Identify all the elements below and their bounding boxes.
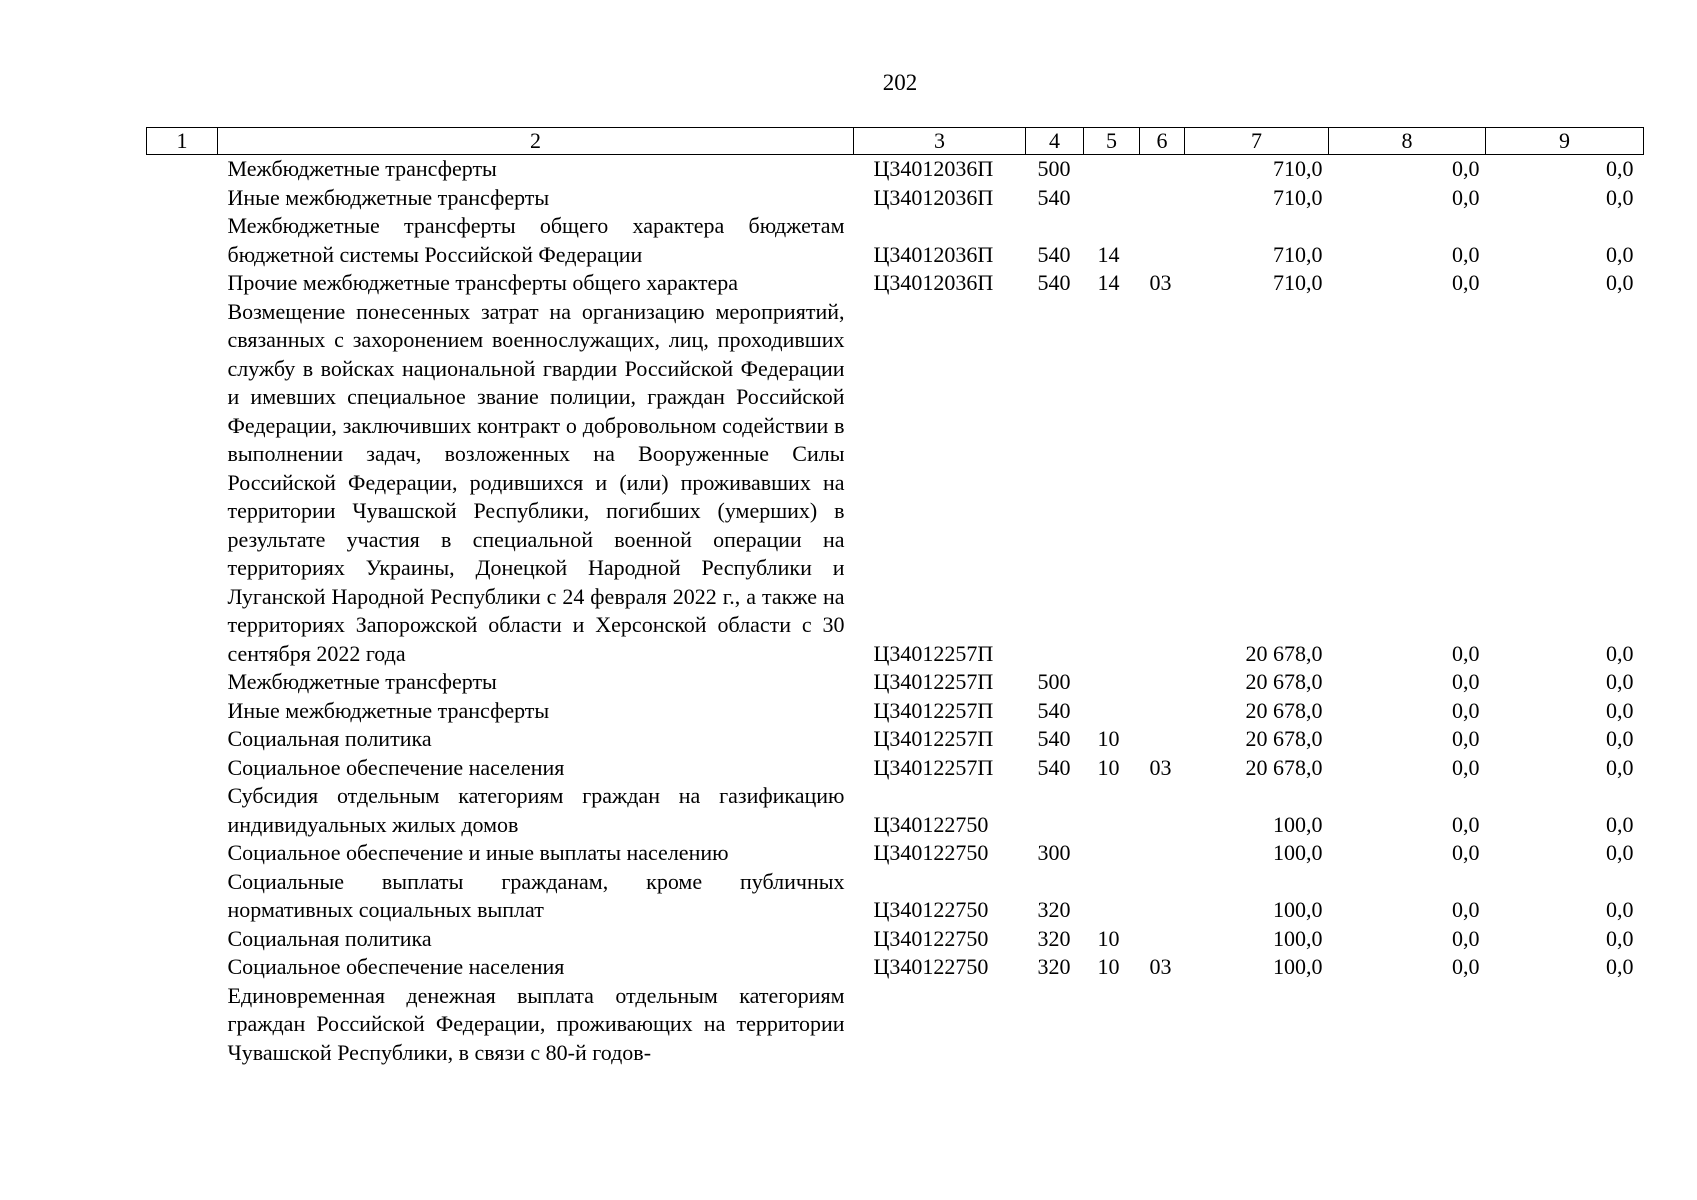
section-code (1084, 184, 1140, 213)
amount-col-7: 20 678,0 (1245, 697, 1323, 723)
amount-col-7: 710,0 (1273, 241, 1323, 267)
cell-col-1 (147, 925, 218, 954)
section-code (1084, 868, 1140, 925)
target-code (854, 982, 1026, 1068)
amount-col-7: 710,0 (1273, 270, 1323, 295)
cell-col-1 (147, 839, 218, 868)
amount-col-9: 0,0 (1606, 811, 1634, 837)
amount-col-8: 0,0 (1452, 241, 1480, 267)
table-row (147, 155, 1644, 184)
amount-col-7: 100,0 (1273, 954, 1323, 979)
amount-col-8: 0,0 (1452, 811, 1480, 837)
amount-col-7: 20 678,0 (1245, 754, 1323, 780)
section-code (1084, 782, 1140, 839)
subsection-code (1140, 155, 1185, 184)
target-code: Ц340122750 (873, 897, 989, 922)
amount-col-8: 0,0 (1452, 897, 1480, 922)
section-code (1084, 839, 1140, 868)
target-code: Ц34012036П (873, 184, 994, 210)
cell-col-1 (147, 697, 218, 726)
page-number: 202 (882, 70, 918, 95)
expense-name: Межбюджетные трансферты общего характера бюджетам бюджетной системы Российской Федерации (227, 213, 845, 267)
amount-col-9 (1486, 982, 1644, 1068)
table-row (147, 953, 1644, 982)
target-code: Ц34012257П (873, 726, 994, 751)
table-body (147, 155, 1644, 1068)
target-code: Ц34012036П (873, 156, 994, 181)
header-col-1: 1 (147, 128, 218, 155)
amount-col-7: 20 678,0 (1245, 640, 1323, 666)
section-code: 10 (1097, 925, 1120, 951)
subsection-code: 03 (1149, 954, 1172, 979)
amount-col-9: 0,0 (1606, 241, 1634, 267)
header-col-6: 6 (1140, 128, 1185, 155)
target-code: Ц340122750 (873, 840, 989, 865)
subsection-code (1140, 868, 1185, 925)
expense-type-code: 540 (1037, 754, 1071, 780)
target-code: Ц34012257П (873, 640, 994, 666)
amount-col-9: 0,0 (1606, 840, 1634, 865)
table-row (147, 697, 1644, 726)
budget-table (146, 127, 1644, 1067)
cell-col-1 (147, 184, 218, 213)
amount-col-8: 0,0 (1452, 754, 1480, 780)
subsection-code (1140, 839, 1185, 868)
section-code (1084, 155, 1140, 184)
subsection-code: 03 (1149, 270, 1172, 295)
expense-name: Иные межбюджетные трансферты (227, 184, 550, 210)
amount-col-8: 0,0 (1452, 840, 1480, 865)
amount-col-7 (1185, 982, 1329, 1068)
expense-type-code: 540 (1037, 270, 1071, 295)
expense-type-code: 540 (1037, 184, 1071, 210)
cell-col-1 (147, 298, 218, 669)
amount-col-8: 0,0 (1452, 156, 1480, 181)
expense-name: Социальное обеспечение населения (227, 754, 565, 780)
target-code: Ц34012257П (873, 754, 994, 780)
target-code: Ц34012036П (873, 241, 994, 267)
expense-name: Межбюджетные трансферты (227, 669, 497, 694)
subsection-code (1140, 298, 1185, 669)
cell-col-1 (147, 782, 218, 839)
subsection-code (1140, 782, 1185, 839)
table-row (147, 668, 1644, 697)
subsection-code (1140, 212, 1185, 269)
target-code: Ц34012036П (873, 270, 994, 295)
amount-col-8: 0,0 (1452, 669, 1480, 694)
amount-col-9: 0,0 (1606, 726, 1634, 751)
table-row (147, 868, 1644, 925)
section-code (1084, 982, 1140, 1068)
header-col-8: 8 (1329, 128, 1486, 155)
expense-name: Субсидия отдельным категориям граждан на газификацию индивидуальных жилых домов (227, 783, 845, 837)
cell-col-1 (147, 754, 218, 783)
target-code: Ц340122750 (873, 925, 989, 951)
cell-col-1 (147, 269, 218, 298)
amount-col-8: 0,0 (1452, 925, 1480, 951)
amount-col-7: 100,0 (1273, 897, 1323, 922)
expense-name: Социальное обеспечение и иные выплаты населению (227, 840, 729, 865)
expense-type-code (1026, 982, 1084, 1068)
expense-name: Возмещение понесенных затрат на организацию мероприятий, связанных с захоронением военнослужащих, лиц, проходивших службу в войсках национальной гвардии Российской Федерации и имевших специальное звание полиции, граждан Российской Федерации, заключивших контракт о добровольном содействии в выполнении задач, возложенных на Вооруженные Силы Российской Федерации, родившихся и (или) проживавших на территории Чувашской Республики, погибших (умерших) в результате участия в специальной военной операции на территориях Украины, Донецкой Народной Республики и Луганской Народной Республики с 24 февраля 2022 г., а также на территориях Запорожской области и Херсонской области с 30 сентября 2022 года (227, 298, 845, 666)
table-row (147, 184, 1644, 213)
table-row (147, 298, 1644, 669)
cell-col-1 (147, 212, 218, 269)
expense-type-code: 540 (1037, 726, 1071, 751)
target-code: Ц340122750 (873, 954, 989, 979)
amount-col-7: 100,0 (1273, 811, 1323, 837)
cell-col-1 (147, 953, 218, 982)
amount-col-8: 0,0 (1452, 954, 1480, 979)
subsection-code (1140, 725, 1185, 754)
expense-type-code: 500 (1037, 156, 1071, 181)
amount-col-7: 100,0 (1273, 840, 1323, 865)
expense-name: Социальное обеспечение населения (227, 954, 565, 979)
subsection-code (1140, 925, 1185, 954)
amount-col-9: 0,0 (1606, 925, 1634, 951)
expense-type-code: 300 (1037, 840, 1071, 865)
amount-col-7: 20 678,0 (1245, 726, 1323, 751)
header-col-7: 7 (1185, 128, 1329, 155)
amount-col-8: 0,0 (1452, 726, 1480, 751)
target-code: Ц34012257П (873, 697, 994, 723)
amount-col-9: 0,0 (1606, 270, 1634, 295)
table-row (147, 982, 1644, 1068)
amount-col-9: 0,0 (1606, 669, 1634, 694)
section-code: 14 (1097, 270, 1120, 295)
header-row (147, 128, 1644, 155)
table-row (147, 754, 1644, 783)
cell-col-1 (147, 982, 218, 1068)
expense-name: Иные межбюджетные трансферты (227, 697, 550, 723)
amount-col-9: 0,0 (1606, 697, 1634, 723)
expense-type-code (1026, 782, 1084, 839)
cell-col-1 (147, 155, 218, 184)
table-row (147, 212, 1644, 269)
amount-col-9: 0,0 (1606, 954, 1634, 979)
expense-type-code: 500 (1037, 669, 1071, 694)
expense-name: Социальные выплаты гражданам, кроме публичных нормативных социальных выплат (227, 868, 845, 922)
section-code: 14 (1097, 241, 1120, 267)
expense-name: Прочие межбюджетные трансферты общего характера (227, 270, 739, 295)
table-row (147, 782, 1644, 839)
amount-col-8: 0,0 (1452, 270, 1480, 295)
table-row (147, 839, 1644, 868)
amount-col-8 (1329, 982, 1486, 1068)
expense-name: Социальная политика (227, 925, 432, 951)
section-code (1084, 298, 1140, 669)
target-code: Ц34012257П (873, 669, 994, 694)
table-row (147, 725, 1644, 754)
cell-col-1 (147, 668, 218, 697)
header-col-5: 5 (1084, 128, 1140, 155)
expense-type-code (1026, 298, 1084, 669)
amount-col-9: 0,0 (1606, 184, 1634, 210)
cell-col-1 (147, 868, 218, 925)
subsection-code (1140, 184, 1185, 213)
subsection-code (1140, 668, 1185, 697)
amount-col-8: 0,0 (1452, 640, 1480, 666)
expense-name: Социальная политика (227, 726, 432, 751)
section-code: 10 (1097, 754, 1120, 780)
header-col-4: 4 (1026, 128, 1084, 155)
section-code (1084, 697, 1140, 726)
expense-type-code: 540 (1037, 697, 1071, 723)
amount-col-7: 710,0 (1273, 156, 1323, 181)
table-row (147, 269, 1644, 298)
table-header (147, 128, 1644, 155)
amount-col-7: 710,0 (1273, 184, 1323, 210)
cell-col-1 (147, 725, 218, 754)
table-row (147, 925, 1644, 954)
section-code: 10 (1097, 954, 1120, 979)
header-col-2: 2 (218, 128, 854, 155)
header-col-3: 3 (854, 128, 1026, 155)
amount-col-7: 100,0 (1273, 925, 1323, 951)
header-col-9: 9 (1486, 128, 1644, 155)
amount-col-8: 0,0 (1452, 697, 1480, 723)
expense-name: Межбюджетные трансферты (227, 156, 497, 181)
section-code: 10 (1097, 726, 1120, 751)
subsection-code: 03 (1149, 754, 1172, 780)
amount-col-9: 0,0 (1606, 897, 1634, 922)
subsection-code (1140, 697, 1185, 726)
expense-type-code: 320 (1037, 954, 1071, 979)
target-code: Ц340122750 (873, 811, 989, 837)
subsection-code (1140, 982, 1185, 1068)
section-code (1084, 668, 1140, 697)
expense-name: Единовременная денежная выплата отдельным категориям граждан Российской Федерации, проживающих на территории Чувашской Республики, в связи с 80-й годов- (227, 982, 845, 1065)
amount-col-9: 0,0 (1606, 754, 1634, 780)
amount-col-9: 0,0 (1606, 156, 1634, 181)
expense-type-code: 320 (1037, 897, 1071, 922)
amount-col-8: 0,0 (1452, 184, 1480, 210)
amount-col-9: 0,0 (1606, 640, 1634, 666)
expense-type-code: 540 (1037, 241, 1071, 267)
expense-type-code: 320 (1037, 925, 1071, 951)
amount-col-7: 20 678,0 (1245, 669, 1323, 694)
